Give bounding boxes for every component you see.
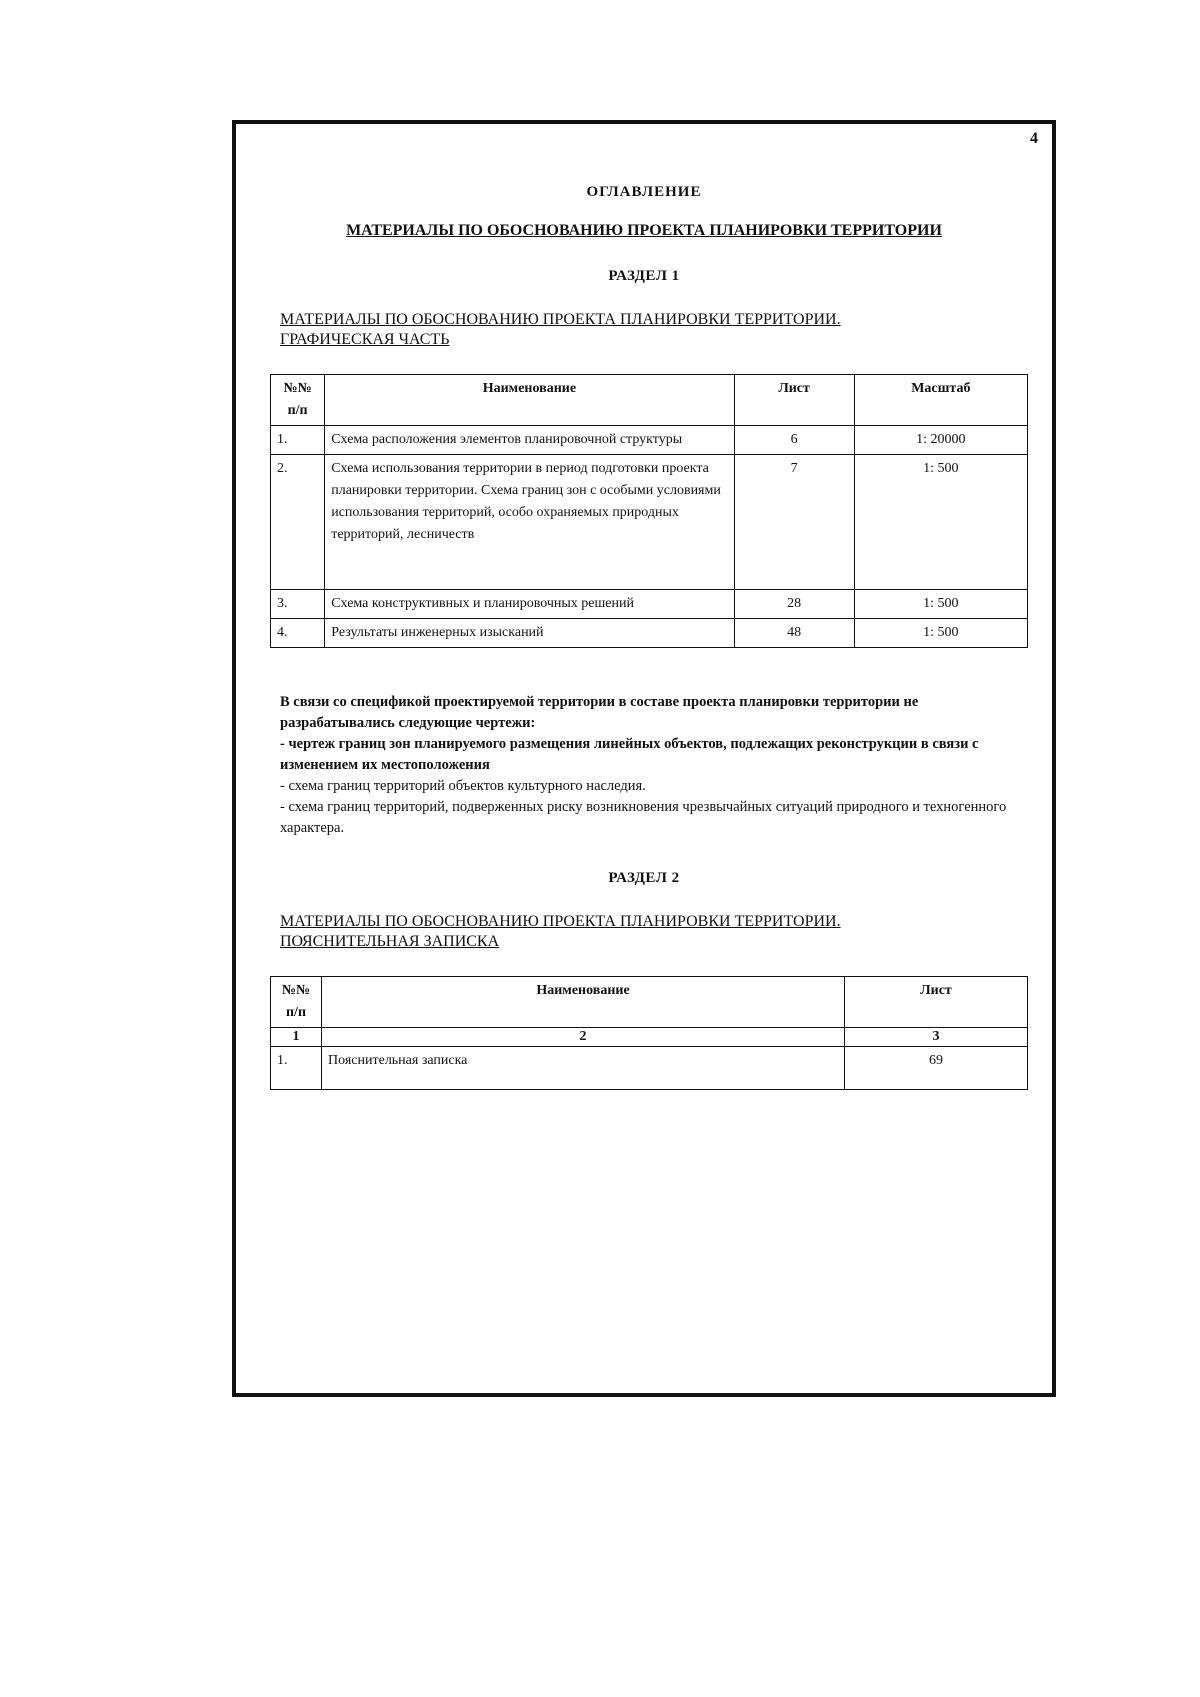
header-sheet: Лист	[845, 977, 1028, 1028]
section2-subheading-line2: ПОЯСНИТЕЛЬНАЯ ЗАПИСКА	[280, 933, 500, 950]
section2-subheading	[280, 912, 980, 952]
index-cell: 2	[322, 1028, 845, 1047]
header-sheet: Лист	[734, 375, 854, 426]
main-title: МАТЕРИАЛЫ ПО ОБОСНОВАНИЮ ПРОЕКТА ПЛАНИРОВКИ ТЕРРИТОРИИ	[346, 222, 942, 239]
header-num-line2: п/п	[287, 403, 308, 418]
row-num: 1.	[271, 1047, 322, 1090]
row-name: Результаты инженерных изысканий	[325, 619, 734, 648]
table-header-row	[271, 375, 1028, 426]
row-sheet: 28	[734, 590, 854, 619]
note-paragraph: - схема границ территорий объектов культурного наследия.	[280, 778, 646, 794]
header-scale: Масштаб	[854, 375, 1027, 426]
row-num: 2.	[271, 455, 325, 590]
section2-table	[270, 976, 1028, 1090]
table-row	[271, 426, 1028, 455]
table-header-row	[271, 977, 1028, 1028]
table-row	[271, 619, 1028, 648]
row-scale: 1: 500	[854, 619, 1027, 648]
row-num: 1.	[271, 426, 325, 455]
row-sheet: 69	[845, 1047, 1028, 1090]
section1-notes	[280, 692, 1020, 839]
row-sheet: 6	[734, 426, 854, 455]
row-sheet: 48	[734, 619, 854, 648]
table-row	[271, 590, 1028, 619]
row-name: Схема расположения элементов планировочной структуры	[325, 426, 734, 455]
section1-subheading-line2: ГРАФИЧЕСКАЯ ЧАСТЬ	[280, 331, 450, 348]
row-name: Схема использования территории в период подготовки проекта планировки территории. Схема границ зон с особыми условиями использования территорий, особо охраняемых природных территорий, лесничеств	[325, 455, 734, 590]
table-index-row	[271, 1028, 1028, 1047]
toc-title: ОГЛАВЛЕНИЕ	[586, 184, 702, 200]
row-scale: 1: 500	[854, 590, 1027, 619]
page-number: 4	[1030, 130, 1038, 147]
note-paragraph: В связи со спецификой проектируемой территории в составе проекта планировки территории не разрабатывались следующие чертежи:	[280, 694, 919, 731]
header-num	[271, 375, 325, 426]
row-scale: 1: 500	[854, 455, 1027, 590]
row-name: Пояснительная записка	[322, 1047, 845, 1090]
header-num-line2: п/п	[285, 1005, 307, 1020]
table-row	[271, 1047, 1028, 1090]
section1-subheading	[280, 310, 980, 350]
index-cell: 3	[845, 1028, 1028, 1047]
note-paragraph: - чертеж границ зон планируемого размещения линейных объектов, подлежащих реконструкции в связи с изменением их местоположения	[280, 736, 979, 773]
row-sheet: 7	[734, 455, 854, 590]
note-paragraph: - схема границ территорий, подверженных риску возникновения чрезвычайных ситуаций природного и техногенного характера.	[280, 799, 1007, 836]
header-name: Наименование	[325, 375, 734, 426]
section2-subheading-line1: МАТЕРИАЛЫ ПО ОБОСНОВАНИЮ ПРОЕКТА ПЛАНИРОВКИ ТЕРРИТОРИИ.	[280, 913, 841, 930]
row-num: 3.	[271, 590, 325, 619]
header-num-line1: №№	[281, 983, 311, 998]
header-num-line1: №№	[283, 381, 312, 396]
header-name: Наименование	[322, 977, 845, 1028]
row-scale: 1: 20000	[854, 426, 1027, 455]
header-num	[271, 977, 322, 1028]
section1-table	[270, 374, 1028, 648]
page-frame	[232, 120, 1056, 1397]
row-num: 4.	[271, 619, 325, 648]
section2-label: РАЗДЕЛ 2	[608, 870, 680, 886]
section1-label: РАЗДЕЛ 1	[608, 268, 680, 284]
table-row	[271, 455, 1028, 590]
section1-subheading-line1: МАТЕРИАЛЫ ПО ОБОСНОВАНИЮ ПРОЕКТА ПЛАНИРОВКИ ТЕРРИТОРИИ.	[280, 311, 841, 328]
row-name: Схема конструктивных и планировочных решений	[325, 590, 734, 619]
index-cell: 1	[271, 1028, 322, 1047]
